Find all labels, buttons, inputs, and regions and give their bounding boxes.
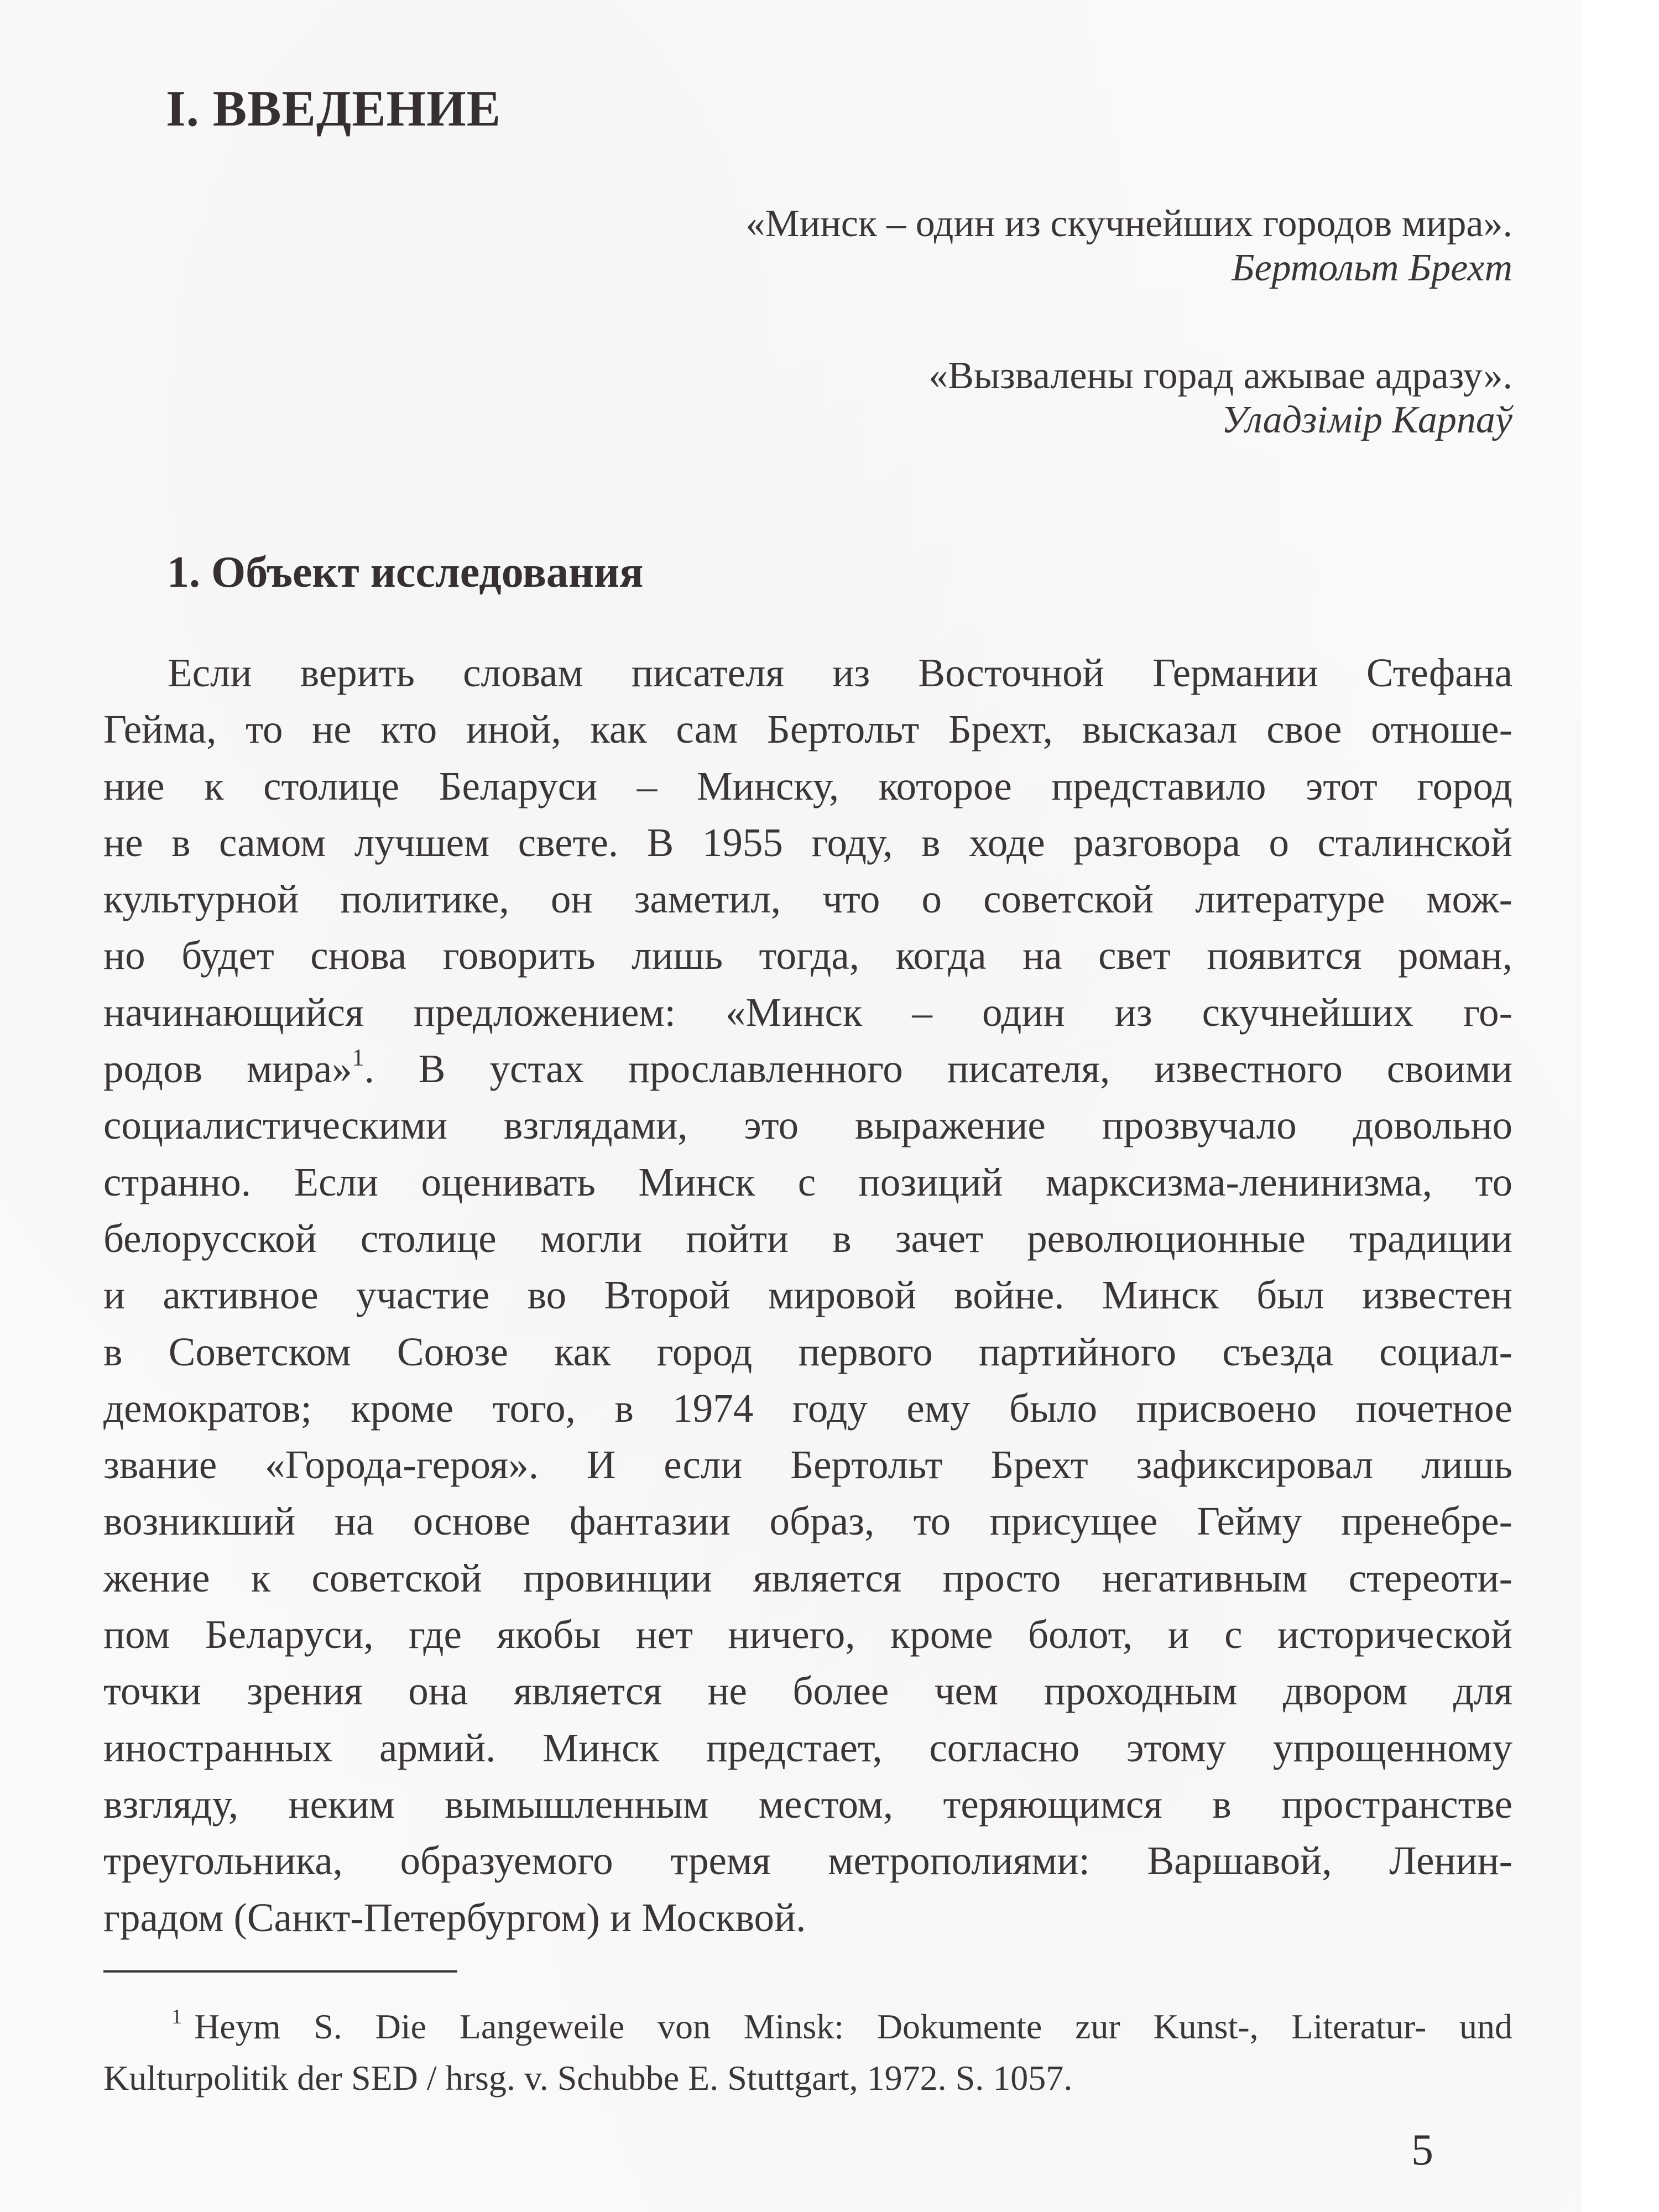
text-line: взгляду, неким вымышленным местом, теряющимся в пространстве xyxy=(103,1781,1512,1827)
text-line: не в самом лучшем свете. В 1955 году, в ходе разговора о сталинской xyxy=(103,820,1512,865)
section-title: 1. Объект исследования xyxy=(167,548,644,597)
epigraph-quote: «Вызвалены горад ажывае адразу». xyxy=(928,354,1512,397)
scan-margin xyxy=(1582,0,1659,2212)
text-line: ние к столице Беларуси – Минску, которое представило этот город xyxy=(103,763,1512,808)
text-fragment: родов мира» xyxy=(103,1046,352,1092)
text-line: Если верить словам писателя из Восточной Германии Стефана xyxy=(168,650,1512,695)
text-line: иностранных армий. Минск предстает, согласно этому упрощенному xyxy=(103,1725,1512,1770)
epigraph-author: Бертольт Брехт xyxy=(1232,247,1512,289)
text-line: точки зрения она является не более чем проходным двором для xyxy=(103,1668,1512,1714)
text-line: но будет снова говорить лишь тогда, когда на свет появится роман, xyxy=(103,933,1512,978)
footnote-line xyxy=(103,2001,1512,2052)
text-line: начинающийся предложением: «Минск – один из скучнейших го- xyxy=(103,989,1512,1035)
text-line-with-footnote-ref xyxy=(103,1041,1512,1097)
body-paragraph xyxy=(103,645,1512,1946)
text-line: треугольника, образуемого тремя метрополиями: Варшавой, Ленин- xyxy=(103,1838,1512,1884)
footnote-marker: 1 xyxy=(171,2005,182,2029)
page-number: 5 xyxy=(1411,2126,1433,2174)
text-line: пом Беларуси, где якобы нет ничего, кроме болот, и с исторической xyxy=(103,1612,1512,1657)
text-line: странно. Если оценивать Минск с позиций марксизма-ленинизма, то xyxy=(103,1159,1512,1204)
text-line: социалистическими взглядами, это выражение прозвучало довольно xyxy=(103,1103,1512,1148)
text-line: Гейма, то не кто иной, как сам Бертольт Брехт, высказал свое отноше- xyxy=(103,707,1512,752)
text-line: культурной политике, он заметил, что о советской литературе мож- xyxy=(103,877,1512,922)
text-line: возникший на основе фантазии образ, то присущее Гейму пренебре- xyxy=(103,1499,1512,1544)
text-fragment: . В устах прославленного писателя, известного своими xyxy=(364,1046,1513,1092)
epigraph-brecht xyxy=(746,202,1512,290)
text-line: звание «Города-героя». И если Бертольт Брехт зафиксировал лишь xyxy=(103,1442,1512,1488)
text-line: в Советском Союзе как город первого партийного съезда социал- xyxy=(103,1329,1512,1374)
footnote-separator xyxy=(103,1970,457,1973)
epigraph-author: Уладзімір Карпаў xyxy=(1221,399,1512,441)
epigraph-karpau xyxy=(928,354,1512,442)
text-line: градом (Санкт-Петербургом) и Москвой. xyxy=(103,1895,806,1940)
footnote-text: Heym S. Die Langeweile von Minsk: Dokumente zur Kunst-, Literatur- und xyxy=(194,2007,1512,2046)
footnote-line: Kulturpolitik der SED / hrsg. v. Schubbe E. Stuttgart, 1972. S. 1057. xyxy=(103,2058,1073,2098)
footnote xyxy=(103,2001,1512,2104)
chapter-title: I. ВВЕДЕНИЕ xyxy=(166,80,502,137)
text-line: демократов; кроме того, в 1974 году ему было присвоено почетное xyxy=(103,1385,1512,1431)
text-line: и активное участие во Второй мировой войне. Минск был известен xyxy=(103,1272,1512,1318)
text-line: жение к советской провинции является просто негативным стереоти- xyxy=(103,1555,1512,1600)
text-line: белорусской столице могли пойти в зачет революционные традиции xyxy=(103,1215,1512,1261)
epigraph-quote: «Минск – один из скучнейших городов мира». xyxy=(745,202,1512,245)
footnote-reference[interactable]: 1 xyxy=(352,1044,364,1071)
